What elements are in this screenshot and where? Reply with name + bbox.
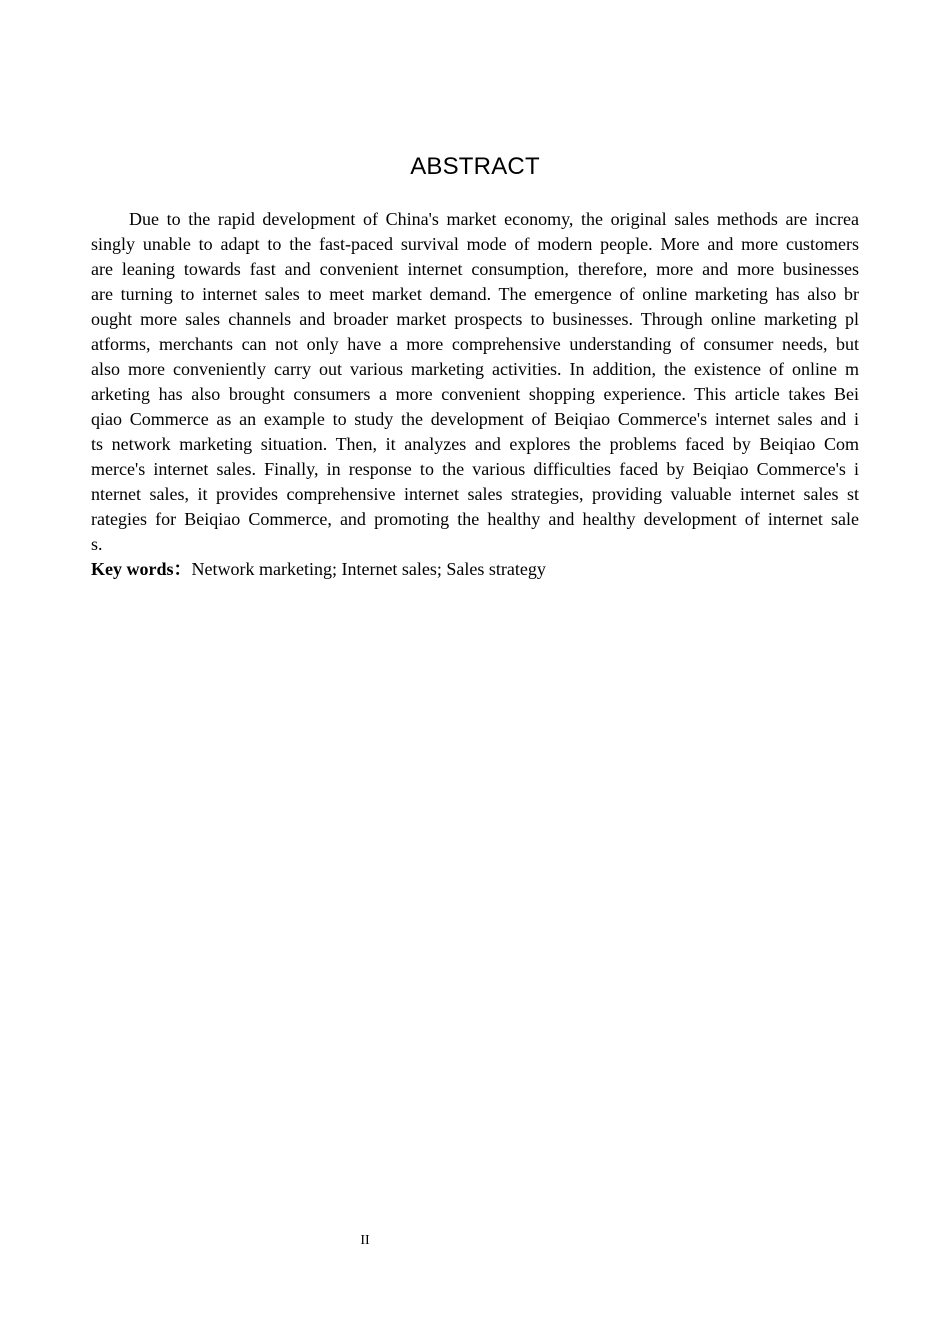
abstract-line: are leaning towards fast and convenient internet consumption, therefore, more and more businesses: [91, 259, 859, 279]
abstract-line: rategies for Beiqiao Commerce, and promoting the healthy and healthy development of internet sale: [91, 509, 859, 529]
abstract-line: arketing has also brought consumers a more convenient shopping experience. This article takes Bei: [91, 384, 859, 404]
abstract-line: s.: [91, 534, 103, 554]
abstract-body: [91, 207, 859, 582]
abstract-line: qiao Commerce as an example to study the development of Beiqiao Commerce's internet sales and i: [91, 409, 859, 429]
abstract-line: ought more sales channels and broader market prospects to businesses. Through online marketing pl: [91, 309, 859, 329]
abstract-line: nternet sales, it provides comprehensive internet sales strategies, providing valuable internet sales st: [91, 484, 859, 504]
keywords-line: [91, 557, 859, 582]
page-title: ABSTRACT: [410, 153, 540, 181]
keywords-text: Network marketing; Internet sales; Sales strategy: [191, 559, 546, 579]
abstract-line: Due to the rapid development of China's market economy, the original sales methods are increa: [129, 209, 859, 229]
abstract-line: merce's internet sales. Finally, in response to the various difficulties faced by Beiqiao Commerce's i: [91, 459, 859, 479]
abstract-line: singly unable to adapt to the fast-paced survival mode of modern people. More and more customers: [91, 234, 859, 254]
abstract-line: ts network marketing situation. Then, it analyzes and explores the problems faced by Beiqiao Com: [91, 434, 859, 454]
keywords-label: Key words：: [91, 559, 192, 579]
abstract-line: are turning to internet sales to meet market demand. The emergence of online marketing has also br: [91, 284, 859, 304]
abstract-line: also more conveniently carry out various marketing activities. In addition, the existence of online m: [91, 359, 859, 379]
abstract-line: atforms, merchants can not only have a more comprehensive understanding of consumer needs, but: [91, 334, 859, 354]
page-number: II: [360, 1233, 370, 1248]
